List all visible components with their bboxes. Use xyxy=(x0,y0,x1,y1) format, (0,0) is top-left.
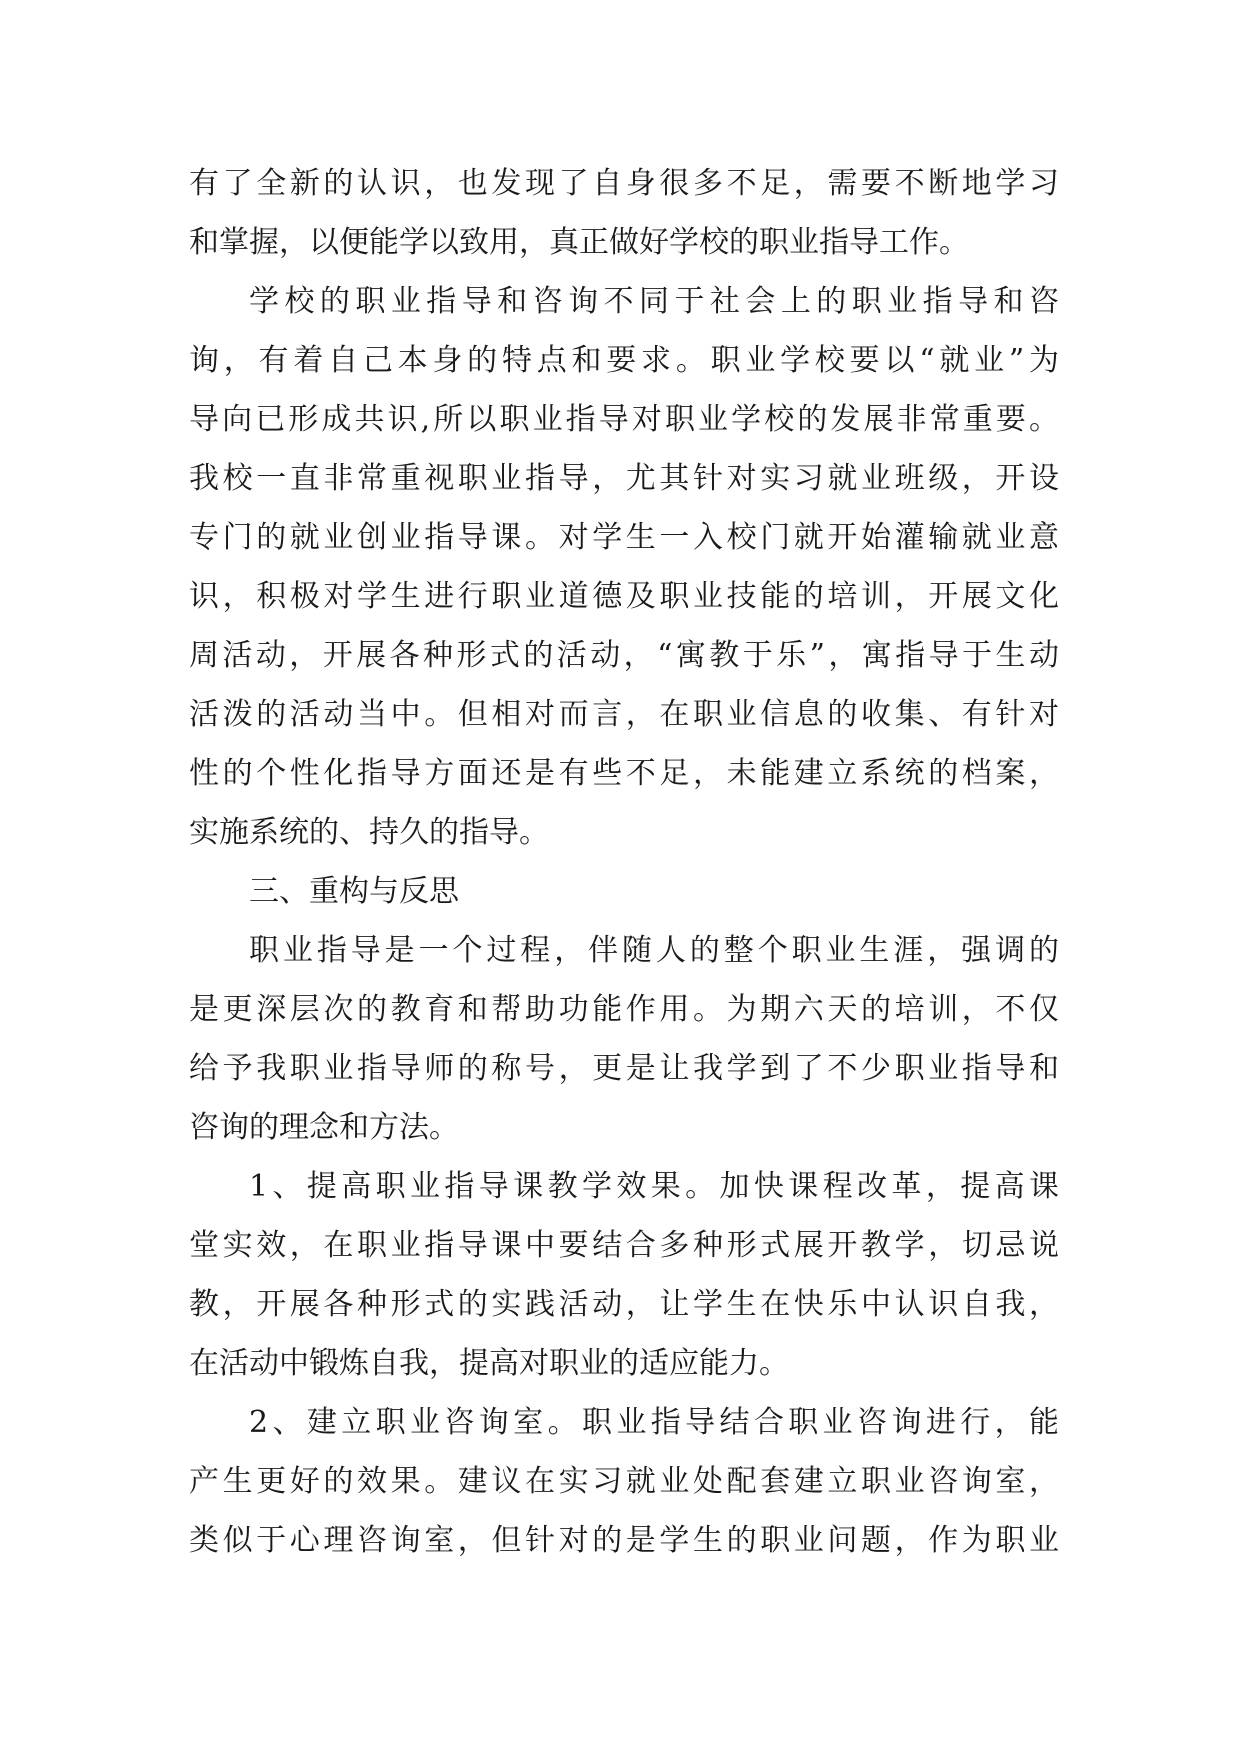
body-text xyxy=(189,154,1059,1570)
text-line: 实施系统的、持久的指导。 xyxy=(189,815,549,850)
text-line: 教，开展各种形式的实践活动，让学生在快乐中认识自我， xyxy=(189,1287,1059,1322)
text-line: 活泼的活动当中。但相对而言，在职业信息的收集、有针对 xyxy=(189,697,1059,732)
paragraph-first-line: 职业指导是一个过程，伴随人的整个职业生涯，强调的 xyxy=(249,933,1059,968)
text-line: 询，有着自己本身的特点和要求。职业学校要以“就业”为 xyxy=(189,343,1059,378)
text-line: 识，积极对学生进行职业道德及职业技能的培训，开展文化 xyxy=(189,579,1059,614)
paragraph-first-line: 三、重构与反思 xyxy=(249,874,459,909)
paragraph-first-line: 1、提高职业指导课教学效果。加快课程改革，提高课 xyxy=(249,1169,1059,1204)
text-line: 有了全新的认识，也发现了自身很多不足，需要不断地学习 xyxy=(189,166,1059,201)
text-line: 类似于心理咨询室，但针对的是学生的职业问题，作为职业 xyxy=(189,1523,1059,1558)
text-line: 堂实效，在职业指导课中要结合多种形式展开教学，切忌说 xyxy=(189,1228,1059,1263)
text-line: 周活动，开展各种形式的活动，“寓教于乐”，寓指导于生动 xyxy=(189,638,1059,673)
paragraph-first-line: 学校的职业指导和咨询不同于社会上的职业指导和咨 xyxy=(249,284,1059,319)
paragraph-first-line: 2、建立职业咨询室。职业指导结合职业咨询进行，能 xyxy=(249,1405,1059,1440)
text-line: 性的个性化指导方面还是有些不足，未能建立系统的档案， xyxy=(189,756,1059,791)
text-line: 和掌握，以便能学以致用，真正做好学校的职业指导工作。 xyxy=(189,225,969,260)
text-line: 是更深层次的教育和帮助功能作用。为期六天的培训，不仅 xyxy=(189,992,1059,1027)
text-line: 给予我职业指导师的称号，更是让我学到了不少职业指导和 xyxy=(189,1051,1059,1086)
text-line: 导向已形成共识,所以职业指导对职业学校的发展非常重要。 xyxy=(189,402,1059,437)
text-line: 产生更好的效果。建议在实习就业处配套建立职业咨询室， xyxy=(189,1464,1059,1499)
text-line: 在活动中锻炼自我，提高对职业的适应能力。 xyxy=(189,1346,789,1381)
text-line: 咨询的理念和方法。 xyxy=(189,1110,459,1145)
text-line: 我校一直非常重视职业指导，尤其针对实习就业班级，开设 xyxy=(189,461,1059,496)
text-line: 专门的就业创业指导课。对学生一入校门就开始灌输就业意 xyxy=(189,520,1059,555)
